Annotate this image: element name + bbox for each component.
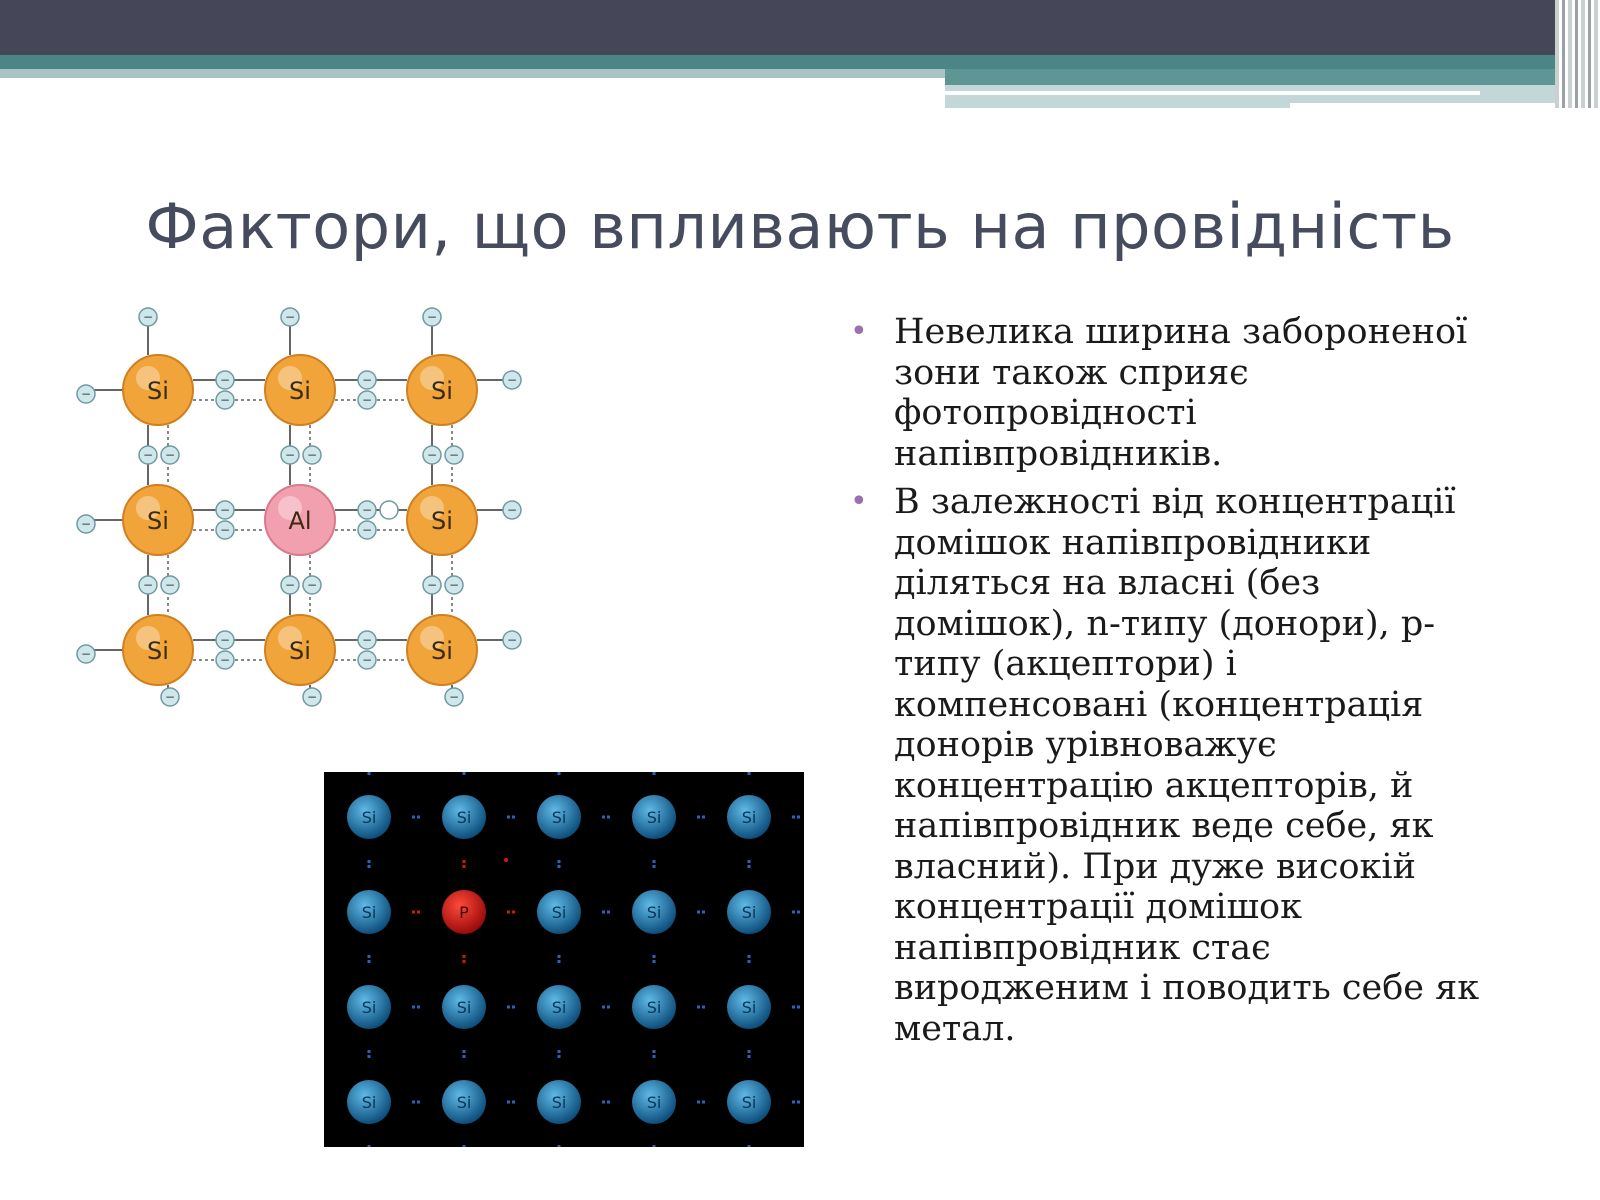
electron-sign: −	[219, 503, 231, 517]
electron-dot	[702, 911, 705, 914]
electron-dot	[463, 1055, 466, 1058]
electron-dot	[797, 1006, 800, 1009]
electron-sign: −	[80, 647, 92, 661]
electron-dot	[558, 860, 561, 863]
bullet-text: В залежності від концентрації домішок напівпровідники діляться на власні (без домішок), n-типу (донори), p-типу (акцептори) і компенсовані (концентрація донорів урівноважує концентрацію акцепторів, й напівпровідник веде себе, як власний). При дуже високій концентрації домішок напівпровідник стає виродженим і поводить себе як метал.	[894, 482, 1480, 1049]
electron-sign: −	[219, 393, 231, 407]
electron-dot	[653, 772, 656, 775]
electron-sign: −	[448, 578, 460, 592]
electron-dot	[607, 1101, 610, 1104]
electron-sign: −	[284, 448, 296, 462]
electron-sign: −	[361, 653, 373, 667]
header-right-edge-bars	[1555, 0, 1600, 108]
bullet-list	[844, 312, 1494, 1057]
header-dark-bar	[0, 0, 1600, 55]
electron-dot	[412, 1101, 415, 1104]
atom-label: Si	[646, 998, 662, 1017]
electron-dot	[368, 865, 371, 868]
atom-label: Si	[289, 377, 311, 405]
electron-dot	[607, 816, 610, 819]
electron-dot	[697, 911, 700, 914]
atom-label: Si	[646, 903, 662, 922]
electron-dot	[368, 955, 371, 958]
electron-dot	[748, 865, 751, 868]
al-doped-lattice-diagram	[70, 305, 540, 725]
header-light-stripe	[0, 69, 945, 78]
atom-label: Si	[431, 507, 453, 535]
electron-dot	[792, 1101, 795, 1104]
electron-dot	[417, 1006, 420, 1009]
electron-dot	[558, 865, 561, 868]
atom-label: Si	[741, 903, 757, 922]
electron-dot	[797, 911, 800, 914]
electron-dot	[507, 911, 510, 914]
electron-sign: −	[506, 633, 518, 647]
electron-dot	[463, 772, 466, 775]
electron-sign: −	[306, 578, 318, 592]
atom-label: Si	[147, 637, 169, 665]
bullet-dot-icon: •	[850, 314, 868, 349]
atom-label: Al	[288, 507, 312, 535]
hole-icon	[380, 501, 398, 519]
atom-label: Si	[147, 377, 169, 405]
electron-sign: −	[219, 373, 231, 387]
electron-dot	[558, 1055, 561, 1058]
electron-dot	[748, 860, 751, 863]
header-right-teal-block	[945, 69, 1555, 85]
electron-sign: −	[426, 578, 438, 592]
header-white-line-2	[1290, 103, 1555, 108]
bullet-item	[844, 312, 1494, 474]
electron-dot	[417, 911, 420, 914]
electron-sign: −	[164, 578, 176, 592]
electron-dot	[368, 960, 371, 963]
atom-label: Si	[741, 808, 757, 827]
electron-dot	[558, 772, 561, 775]
atom-label: Si	[646, 1093, 662, 1112]
electron-dot	[697, 1006, 700, 1009]
header-white-line	[945, 91, 1480, 95]
electron-dot	[797, 1101, 800, 1104]
electron-sign: −	[306, 448, 318, 462]
electron-sign: −	[361, 373, 373, 387]
electron-dot	[602, 911, 605, 914]
atom-label: Si	[147, 507, 169, 535]
atom-label: Si	[551, 1093, 567, 1112]
free-electron-dot	[504, 858, 508, 862]
electron-dot	[607, 911, 610, 914]
electron-dot	[602, 1006, 605, 1009]
electron-dot	[507, 1006, 510, 1009]
atom-label: Si	[456, 1093, 472, 1112]
electron-dot	[602, 816, 605, 819]
electron-dot	[412, 911, 415, 914]
electron-dot	[512, 816, 515, 819]
atom-label: P	[459, 903, 469, 922]
electron-sign: −	[219, 633, 231, 647]
electron-dot	[368, 1145, 371, 1147]
electron-dot	[748, 1055, 751, 1058]
electron-dot	[368, 1055, 371, 1058]
electron-dot	[792, 911, 795, 914]
slide-title: Фактори, що впливають на провідність	[145, 190, 1455, 263]
electron-sign: −	[306, 690, 318, 704]
atom-label: Si	[741, 1093, 757, 1112]
electron-dot	[417, 816, 420, 819]
bullet-dot-icon: •	[850, 484, 868, 519]
electron-dot	[748, 772, 751, 775]
electron-sign: −	[80, 517, 92, 531]
atom-label: Si	[646, 808, 662, 827]
electron-dot	[368, 772, 371, 775]
electron-dot	[653, 1050, 656, 1053]
electron-dot	[697, 816, 700, 819]
electron-sign: −	[80, 387, 92, 401]
electron-dot	[463, 860, 466, 863]
electron-dot	[653, 1055, 656, 1058]
p-doped-lattice-diagram	[324, 772, 804, 1147]
electron-sign: −	[164, 690, 176, 704]
atom-label: Si	[361, 998, 377, 1017]
atom-label: Si	[431, 377, 453, 405]
electron-dot	[463, 955, 466, 958]
atom-label: Si	[551, 998, 567, 1017]
bullet-text: Невелика ширина забороненої зони також сприяє фотопровідності напівпровідників.	[894, 312, 1468, 474]
electron-dot	[558, 955, 561, 958]
electron-sign: −	[506, 503, 518, 517]
electron-sign: −	[361, 393, 373, 407]
electron-dot	[512, 1006, 515, 1009]
electron-dot	[702, 1101, 705, 1104]
electron-sign: −	[448, 448, 460, 462]
electron-dot	[797, 816, 800, 819]
electron-sign: −	[361, 633, 373, 647]
electron-sign: −	[164, 448, 176, 462]
electron-dot	[602, 1101, 605, 1104]
electron-sign: −	[426, 310, 438, 324]
electron-dot	[368, 860, 371, 863]
electron-dot	[512, 911, 515, 914]
electron-dot	[702, 1006, 705, 1009]
electron-dot	[558, 1145, 561, 1147]
atom-label: Si	[361, 903, 377, 922]
electron-dot	[748, 960, 751, 963]
atom-label: Si	[361, 808, 377, 827]
electron-sign: −	[284, 310, 296, 324]
electron-sign: −	[284, 578, 296, 592]
electron-sign: −	[448, 690, 460, 704]
electron-dot	[792, 1006, 795, 1009]
electron-sign: −	[142, 578, 154, 592]
electron-sign: −	[361, 523, 373, 537]
electron-sign: −	[219, 653, 231, 667]
atom-label: Si	[551, 808, 567, 827]
electron-dot	[653, 860, 656, 863]
electron-sign: −	[142, 448, 154, 462]
atom-label: Si	[551, 903, 567, 922]
atom-label: Si	[456, 808, 472, 827]
electron-sign: −	[361, 503, 373, 517]
atom-label: Si	[289, 637, 311, 665]
electron-sign: −	[219, 523, 231, 537]
atom-label: Si	[741, 998, 757, 1017]
electron-dot	[748, 1145, 751, 1147]
electron-dot	[653, 960, 656, 963]
atom-label: Si	[361, 1093, 377, 1112]
electron-sign: −	[426, 448, 438, 462]
atom-label: Si	[431, 637, 453, 665]
electron-dot	[748, 955, 751, 958]
electron-dot	[653, 865, 656, 868]
electron-dot	[702, 816, 705, 819]
electron-dot	[412, 1006, 415, 1009]
electron-dot	[507, 1101, 510, 1104]
electron-dot	[607, 1006, 610, 1009]
electron-dot	[463, 960, 466, 963]
electron-dot	[463, 1145, 466, 1147]
electron-dot	[463, 865, 466, 868]
electron-dot	[697, 1101, 700, 1104]
atom-label: Si	[456, 998, 472, 1017]
electron-dot	[748, 1050, 751, 1053]
electron-dot	[512, 1101, 515, 1104]
electron-dot	[412, 816, 415, 819]
electron-dot	[463, 1050, 466, 1053]
electron-dot	[653, 1145, 656, 1147]
electron-dot	[417, 1101, 420, 1104]
electron-dot	[507, 816, 510, 819]
electron-dot	[368, 1050, 371, 1053]
header-teal-stripe	[0, 55, 1555, 69]
electron-dot	[558, 1050, 561, 1053]
electron-dot	[558, 960, 561, 963]
electron-sign: −	[142, 310, 154, 324]
electron-sign: −	[506, 373, 518, 387]
electron-dot	[792, 816, 795, 819]
electron-dot	[653, 955, 656, 958]
bullet-item	[844, 482, 1494, 1049]
